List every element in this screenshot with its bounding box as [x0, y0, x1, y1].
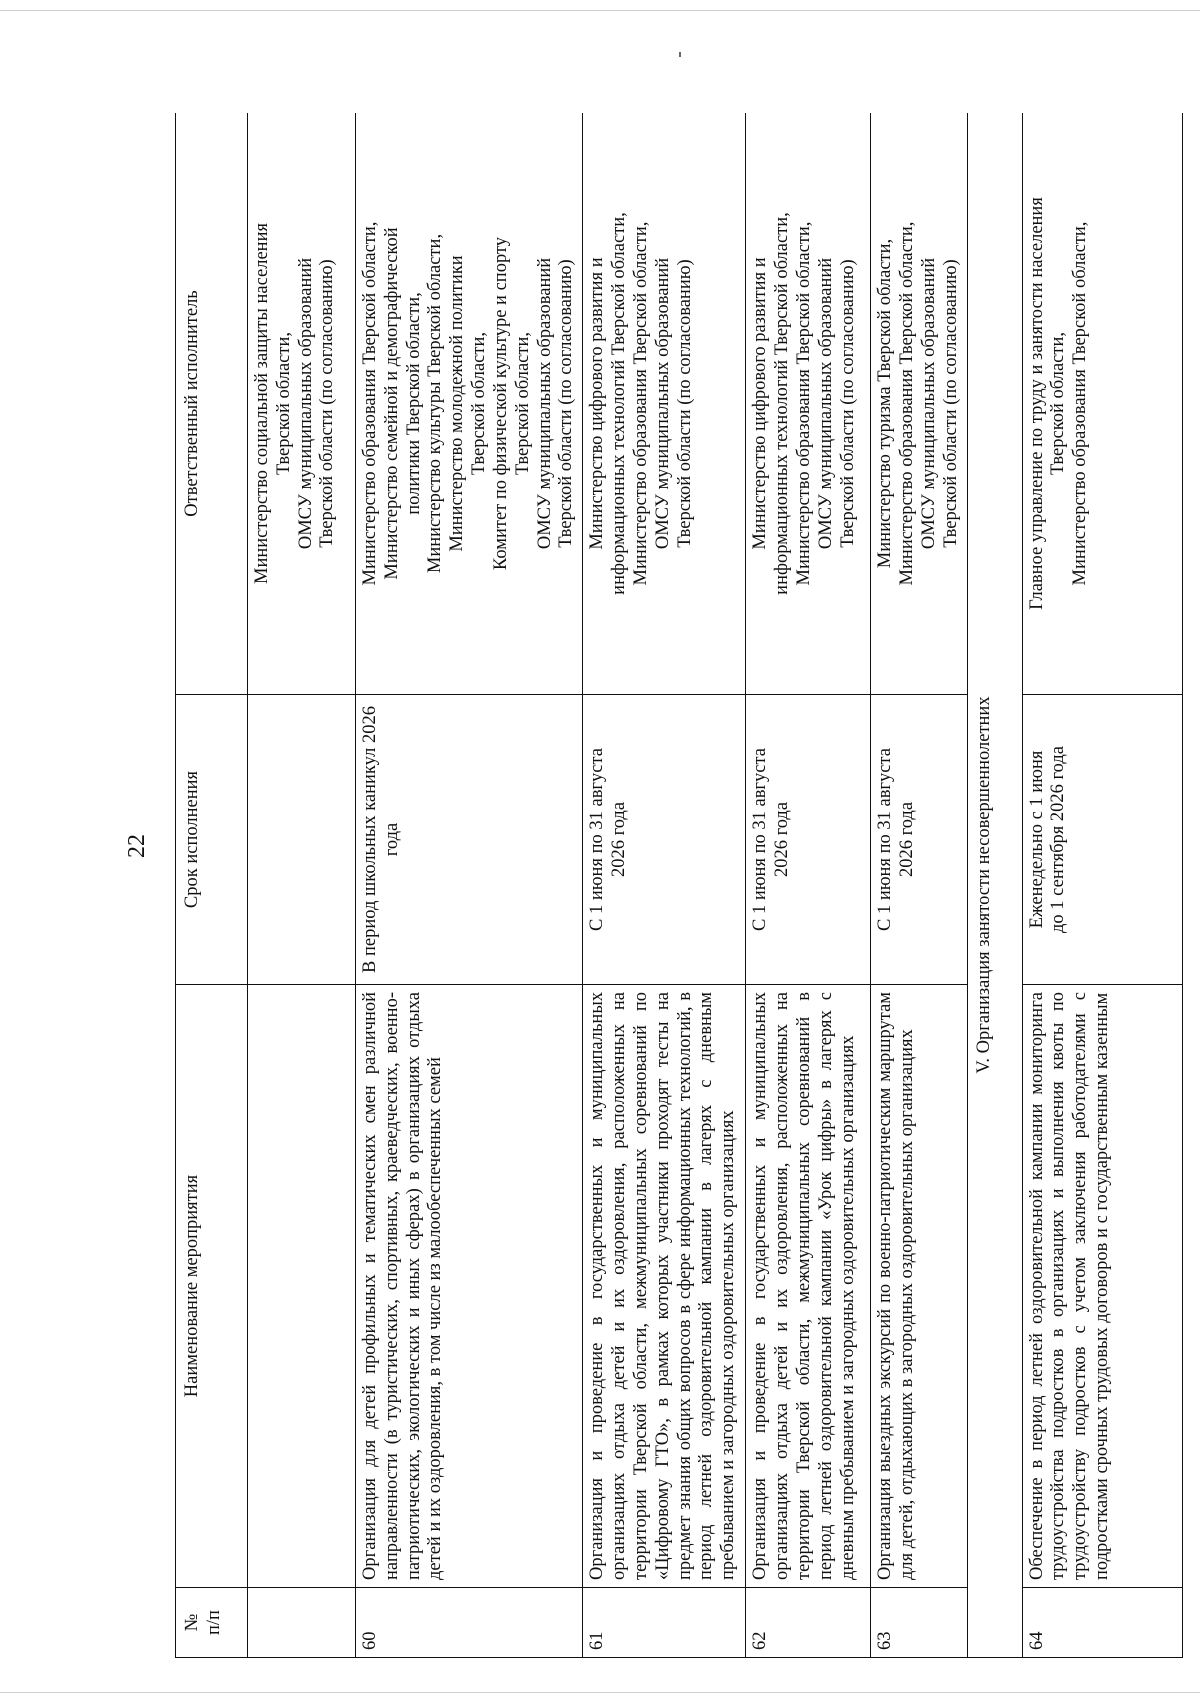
row-num: 62: [746, 1588, 871, 1658]
row-term: [248, 695, 356, 985]
row-term: С 1 июня по 31 августа 2026 года: [583, 695, 746, 985]
row-num: 61: [583, 1588, 746, 1658]
events-table: [175, 113, 1183, 1658]
table-row: [248, 113, 356, 1658]
header-num: № п/п: [176, 1588, 248, 1658]
row-name: [248, 985, 356, 1588]
scan-speck: [679, 52, 681, 57]
table-row: [356, 113, 583, 1658]
row-term: В период школьных каникул 2026 года: [356, 695, 583, 985]
header-name: Наименование мероприятия: [176, 985, 248, 1588]
table-header-row: [176, 113, 248, 1658]
document-table-frame: [175, 113, 1200, 1658]
row-responsible: Министерство цифрового развития и информационных технологий Тверской области, Министерство образования Тверской области, ОМСУ муниципальных образований Тверской области (по согласованию): [583, 113, 746, 695]
row-num: 60: [356, 1588, 583, 1658]
row-term: С 1 июня по 31 августа 2026 года: [746, 695, 871, 985]
row-term: Еженедельно с 1 июня до 1 сентября 2026 года: [1022, 695, 1182, 985]
scan-edge-top: [0, 10, 1200, 11]
section-title: V. Организация занятости несовершеннолетних: [967, 113, 1022, 1658]
table-row: [746, 113, 871, 1658]
row-num: 63: [871, 1588, 967, 1658]
row-responsible: Министерство социальной защиты населения Тверской области, ОМСУ муниципальных образований Тверской области (по согласованию): [248, 113, 356, 695]
row-num: 64: [1022, 1588, 1182, 1658]
header-responsible: Ответственный исполнитель: [176, 113, 248, 695]
row-num: [248, 1588, 356, 1658]
row-responsible: Министерство туризма Тверской области, Министерство образования Тверской области, ОМСУ муниципальных образований Тверской области (по согласованию): [871, 113, 967, 695]
section-header-row: [967, 113, 1022, 1658]
row-responsible: Министерство цифрового развития и информационных технологий Тверской области, Министерство образования Тверской области, ОМСУ муниципальных образований Тверской области (по согласованию): [746, 113, 871, 695]
table-row: [871, 113, 967, 1658]
row-name: Организация для детей профильных и тематических смен различной направленности (в туристических, спортивных, краеведческих, военно-патриотических, экологических и иных сферах) в организациях отдыха детей и их оздоровления, в том числе из малообеспеченных семей: [356, 985, 583, 1588]
scan-edge-bottom: [0, 1692, 1200, 1693]
row-responsible: Министерство образования Тверской области, Министерство семейной и демографической политики Тверской области, Министерство культуры Тверской области, Министерство молодежной политики Тверской области, Комитет по физической культуре и спорту Тверской области, ОМСУ муниципальных образований Тверской области (по согласованию): [356, 113, 583, 695]
row-name: Организация и проведение в государственных и муниципальных организациях отдыха детей и их оздоровления, расположенных на территории Тверской области, межмуниципальных соревнований по «Цифровому ГТО», в рамках которых участники проходят тесты на предмет знания общих вопросов в сфере информационных технологий, в период летней оздоровительной кампании в лагерях с дневным пребыванием и загородных оздоровительных организациях: [583, 985, 746, 1588]
row-term: С 1 июня по 31 августа 2026 года: [871, 695, 967, 985]
header-term: Срок исполнения: [176, 695, 248, 985]
row-name: Организация выездных экскурсий по военно-патриотическим маршрутам для детей, отдыхающих в загородных оздоровительных организациях: [871, 985, 967, 1588]
table-row: [583, 113, 746, 1658]
rotated-table-container: [175, 113, 1200, 1658]
row-name: Организация и проведение в государственных и муниципальных организациях отдыха детей и их оздоровления, расположенных на территории Тверской области, межмуниципальных соревнований в период летней оздоровительной кампании «Урок цифры» в лагерях с дневным пребыванием и загородных оздоровительных организациях: [746, 985, 871, 1588]
row-name: Обеспечение в период летней оздоровительной кампании мониторинга трудоустройства подростков в организациях и выполнения квоты по трудоустройству подростков с учетом заключения работодателями с подростками срочных трудовых договоров и с государственным казенным: [1022, 985, 1182, 1588]
row-responsible: Главное управление по труду и занятости населения Тверской области, Министерство образования Тверской области,: [1022, 113, 1182, 695]
page-number: 22: [124, 834, 150, 858]
table-row: [1022, 113, 1182, 1658]
